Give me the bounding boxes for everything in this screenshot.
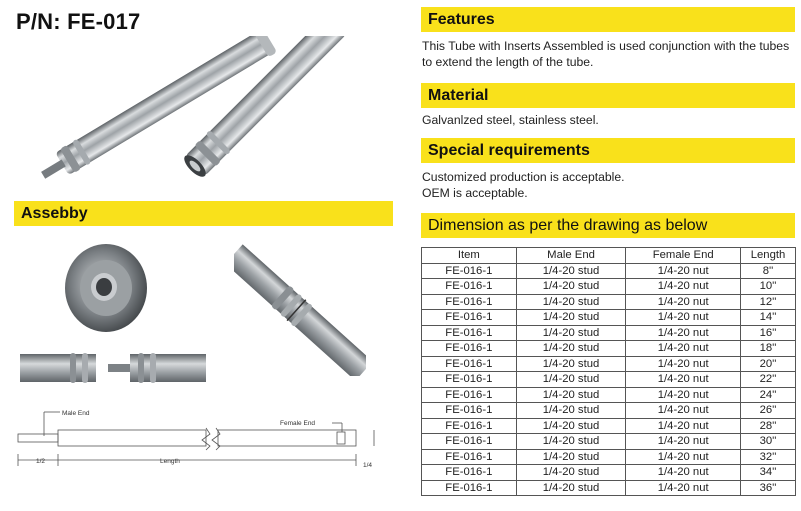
cell-length: 26'' (741, 403, 796, 419)
special-line-2: OEM is acceptable. (422, 186, 528, 200)
table-row (422, 341, 796, 357)
table-row (422, 480, 796, 496)
cell-item: FE-016-1 (422, 356, 517, 372)
header-item: Item (422, 248, 517, 264)
cell-item: FE-016-1 (422, 325, 517, 341)
cell-female-end: 1/4-20 nut (626, 418, 741, 434)
cell-length: 18'' (741, 341, 796, 357)
cell-female-end: 1/4-20 nut (626, 279, 741, 295)
cell-length: 20'' (741, 356, 796, 372)
cell-female-end: 1/4-20 nut (626, 372, 741, 388)
table-row (422, 325, 796, 341)
cell-female-end: 1/4-20 nut (626, 387, 741, 403)
cell-male-end: 1/4-20 stud (516, 356, 626, 372)
cell-item: FE-016-1 (422, 418, 517, 434)
cell-item: FE-016-1 (422, 341, 517, 357)
cell-item: FE-016-1 (422, 449, 517, 465)
drawing-length-label: Length (160, 458, 180, 465)
dimension-table (421, 247, 796, 496)
cell-length: 28'' (741, 418, 796, 434)
cell-male-end: 1/4-20 stud (516, 325, 626, 341)
cell-item: FE-016-1 (422, 480, 517, 496)
cell-item: FE-016-1 (422, 263, 517, 279)
features-text: This Tube with Inserts Assembled is used conjunction with the tubes to extend the length of the tube. (422, 39, 790, 69)
table-row (422, 372, 796, 388)
cell-length: 22'' (741, 372, 796, 388)
cell-female-end: 1/4-20 nut (626, 403, 741, 419)
cell-male-end: 1/4-20 stud (516, 449, 626, 465)
dimension-table-body (422, 263, 796, 496)
cell-male-end: 1/4-20 stud (516, 434, 626, 450)
cell-item: FE-016-1 (422, 403, 517, 419)
cell-male-end: 1/4-20 stud (516, 294, 626, 310)
cell-female-end: 1/4-20 nut (626, 434, 741, 450)
table-row (422, 310, 796, 326)
tube-insert-assembly-photo (20, 350, 206, 386)
cell-male-end: 1/4-20 stud (516, 418, 626, 434)
cell-item: FE-016-1 (422, 294, 517, 310)
special-requirements-text (422, 169, 625, 201)
part-number-title: P/N: FE-017 (16, 9, 141, 34)
table-row (422, 356, 796, 372)
table-row (422, 279, 796, 295)
tube-joint-photo (234, 240, 366, 376)
drawing-half-dimension: 1/2 (36, 458, 46, 465)
material-text: Galvanlzed steel, stainless steel. (422, 113, 599, 127)
header-length: Length (741, 248, 796, 264)
drawing-female-end-label: Female End (280, 420, 316, 427)
cell-length: 30'' (741, 434, 796, 450)
dimension-heading: Dimension as per the drawing as below (421, 213, 795, 238)
cell-male-end: 1/4-20 stud (516, 480, 626, 496)
assebby-heading: Assebby (14, 201, 393, 226)
cell-male-end: 1/4-20 stud (516, 465, 626, 481)
cell-male-end: 1/4-20 stud (516, 263, 626, 279)
cell-female-end: 1/4-20 nut (626, 449, 741, 465)
cell-length: 34'' (741, 465, 796, 481)
table-row (422, 387, 796, 403)
cell-male-end: 1/4-20 stud (516, 403, 626, 419)
table-row (422, 434, 796, 450)
drawing-male-end-label: Male End (62, 410, 90, 417)
cell-female-end: 1/4-20 nut (626, 310, 741, 326)
cell-length: 32'' (741, 449, 796, 465)
cell-male-end: 1/4-20 stud (516, 372, 626, 388)
table-row (422, 465, 796, 481)
header-male-end: Male End (516, 248, 626, 264)
table-row (422, 449, 796, 465)
tubes-product-photo (20, 36, 360, 188)
cell-length: 36'' (741, 480, 796, 496)
cell-length: 14'' (741, 310, 796, 326)
cell-male-end: 1/4-20 stud (516, 310, 626, 326)
table-row (422, 418, 796, 434)
table-row (422, 403, 796, 419)
table-row (422, 294, 796, 310)
cell-length: 8'' (741, 263, 796, 279)
cell-male-end: 1/4-20 stud (516, 387, 626, 403)
cell-length: 12'' (741, 294, 796, 310)
special-line-1: Customized production is acceptable. (422, 170, 625, 184)
cell-length: 16'' (741, 325, 796, 341)
features-heading: Features (421, 7, 795, 32)
cell-female-end: 1/4-20 nut (626, 263, 741, 279)
cell-item: FE-016-1 (422, 387, 517, 403)
header-female-end: Female End (626, 248, 741, 264)
tube-technical-drawing (14, 404, 394, 472)
cell-female-end: 1/4-20 nut (626, 356, 741, 372)
drawing-quarter-dimension: 1/4 (363, 462, 373, 469)
cell-female-end: 1/4-20 nut (626, 294, 741, 310)
cell-male-end: 1/4-20 stud (516, 279, 626, 295)
material-heading: Material (421, 83, 795, 108)
cell-female-end: 1/4-20 nut (626, 465, 741, 481)
special-requirements-heading: Special requirements (421, 138, 795, 163)
cell-item: FE-016-1 (422, 279, 517, 295)
table-row (422, 263, 796, 279)
cell-item: FE-016-1 (422, 465, 517, 481)
table-header-row (422, 248, 796, 264)
cell-item: FE-016-1 (422, 434, 517, 450)
cell-female-end: 1/4-20 nut (626, 325, 741, 341)
cell-female-end: 1/4-20 nut (626, 341, 741, 357)
cell-female-end: 1/4-20 nut (626, 480, 741, 496)
cell-length: 10'' (741, 279, 796, 295)
cell-item: FE-016-1 (422, 310, 517, 326)
tube-end-closeup-photo (64, 243, 148, 333)
cell-item: FE-016-1 (422, 372, 517, 388)
cell-length: 24'' (741, 387, 796, 403)
cell-male-end: 1/4-20 stud (516, 341, 626, 357)
